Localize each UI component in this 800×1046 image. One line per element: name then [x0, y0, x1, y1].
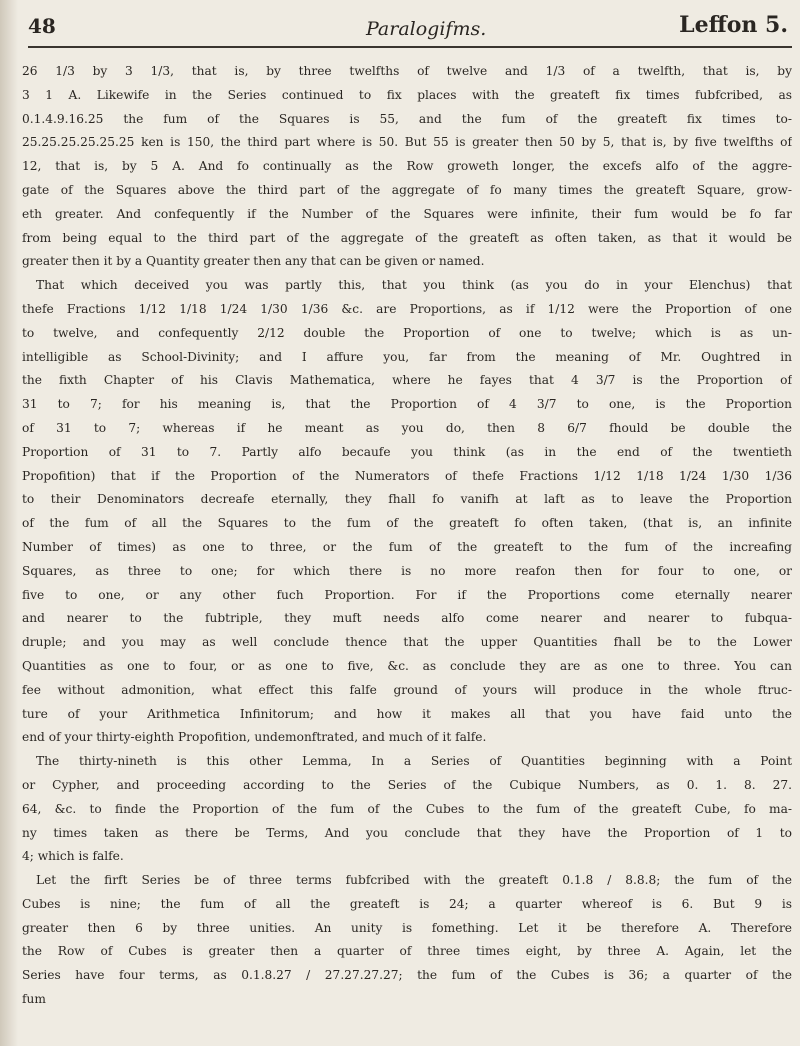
text-line: greater then it by a Quantity greater then any that can be given or named.: [22, 254, 485, 269]
text-line: intelligible as School-Divinity; and I affure you, far from the meaning of Mr. Oughtred in: [22, 349, 792, 364]
text-line: greater then 6 by three unities. An unity is fomething. Let it be therefore A. Therefore: [22, 920, 792, 935]
text-line: of 31 to 7; whereas if he meant as you do, then 8 6/7 fhould be double the: [22, 420, 792, 435]
text-line: five to one, or any other fuch Proportion. For if the Proportions come eternally nearer: [22, 587, 792, 602]
text-line: Number of times) as one to three, or the fum of the greateft to the fum of the increafing: [22, 539, 792, 554]
page-header: [28, 10, 792, 52]
text-line: Cubes is nine; the fum of all the greateft is 24; a quarter whereof is 6. But 9 is: [22, 896, 792, 911]
text-line: ny times taken as there be Terms, And you conclude that they have the Proportion of 1 to: [22, 825, 792, 840]
text-line: 31 to 7; for his meaning is, that the Proportion of 4 3/7 to one, is the Proportion: [22, 397, 792, 412]
text-line: or Cypher, and proceeding according to the Series of the Cubique Numbers, as 0. 1. 8. 27.: [22, 777, 792, 792]
running-title: Paralogifms.: [366, 18, 487, 40]
text-line: and nearer to the fubtriple, they muft needs alfo come nearer and nearer to fubqua-: [22, 611, 792, 626]
paragraph-start: That which deceived you was partly this, that you think (as you do in your Elenchus) that: [36, 278, 792, 293]
text-line: 26 1/3 by 3 1/3, that is, by three twelfths of twelve and 1/3 of a twelfth, that is, by: [22, 64, 792, 78]
text-line: druple; and you may as well conclude thence that the upper Quantities fhall be to the Lower: [22, 635, 792, 650]
text-line: from being equal to the third part of the aggregate of the greateft as often taken, as that it would be: [22, 230, 792, 245]
text-line: end of your thirty-eighth Propofition, undemonftrated, and much of it falfe.: [22, 730, 487, 745]
text-line: 3 1 A. Likewife in the Series continued to fix places with the greateft fix times fubfcribed, as: [22, 87, 792, 102]
text-line: 12, that is, by 5 A. And fo continually as the Row groweth longer, the excefs alfo of the aggre-: [22, 159, 792, 174]
text-line: Propofition) that if the Proportion of the Numerators of thefe Fractions 1/12 1/18 1/24 1/30 1/36: [22, 468, 792, 483]
body-text: [22, 60, 792, 1012]
text-line: of the fum of all the Squares to the fum of the greateft fo often taken, (that is, an infinite: [22, 516, 792, 531]
text-line: the fixth Chapter of his Clavis Mathematica, where he fayes that 4 3/7 is the Proportion of: [22, 373, 792, 388]
paragraph-start: The thirty-nineth is this other Lemma, In a Series of Quantities beginning with a Point: [36, 754, 792, 769]
text-line: to their Denominators decreafe eternally, they fhall fo vanifh at laft as to leave the Proportion: [22, 492, 792, 507]
text-line: eth greater. And confequently if the Number of the Squares were infinite, their fum would be fo far: [22, 206, 792, 221]
page-number: 48: [28, 14, 56, 38]
text-line: Squares, as three to one; for which there is no more reafon then for four to one, or: [22, 563, 792, 578]
text-line: Proportion of 31 to 7. Partly alfo becaufe you think (as in the end of the twentieth: [22, 444, 792, 459]
lesson-label: Leffon 5.: [679, 12, 788, 38]
text-line: 0.1.4.9.16.25 the fum of the Squares is 55, and the fum of the greateft fix times to-: [22, 111, 792, 126]
text-line: to twelve, and confequently 2/12 double the Proportion of one to twelve; which is as un-: [22, 325, 792, 340]
header-rule: [28, 46, 792, 48]
catchword: fum: [22, 992, 46, 1007]
text-line: thefe Fractions 1/12 1/18 1/24 1/30 1/36 &c. are Proportions, as if 1/12 were the Proportion of one: [22, 301, 792, 316]
text-line: 4; which is falfe.: [22, 849, 124, 864]
text-line: Quantities as one to four, or as one to five, &c. as conclude they are as one to three. You can: [22, 658, 792, 673]
text-line: 25.25.25.25.25.25 ken is 150, the third part where is 50. But 55 is greater then 50 by 5, that is, by five twelfths of: [22, 135, 792, 150]
text-line: fee without admonition, what effect this falfe ground of yours will produce in the whole ftruc-: [22, 682, 792, 697]
text-line: 64, &c. to finde the Proportion of the fum of the Cubes to the fum of the greateft Cube, fo ma-: [22, 801, 792, 816]
text-line: the Row of Cubes is greater then a quarter of three times eight, by three A. Again, let the: [22, 944, 792, 959]
text-line: Series have four terms, as 0.1.8.27 / 27.27.27.27; the fum of the Cubes is 36; a quarter of the: [22, 968, 792, 983]
text-line: ture of your Arithmetica Infinitorum; and how it makes all that you have faid unto the: [22, 706, 792, 721]
paragraph-start: Let the firft Series be of three terms fubfcribed with the greateft 0.1.8 / 8.8.8; the fum of the: [36, 873, 792, 888]
text-line: gate of the Squares above the third part of the aggregate of fo many times the greateft Square, grow-: [22, 182, 792, 197]
